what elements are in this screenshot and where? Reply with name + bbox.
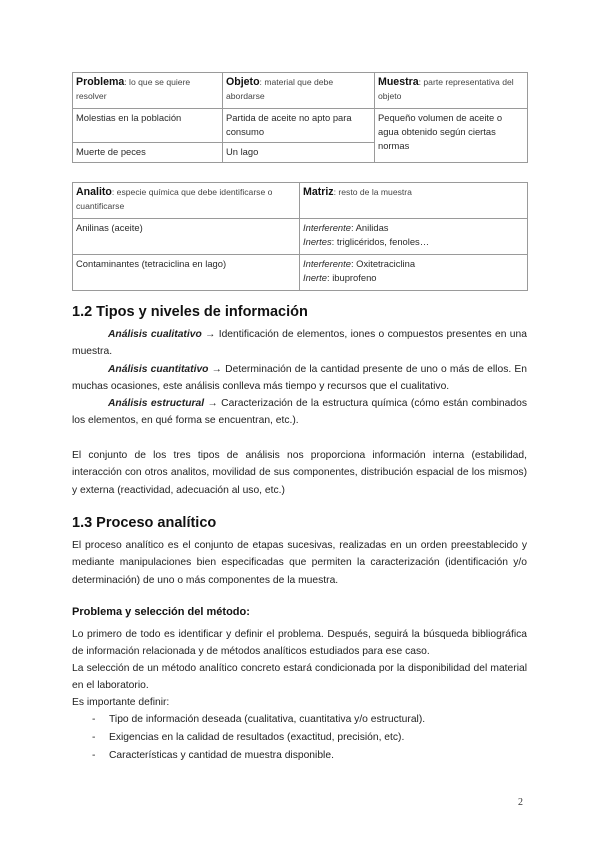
header-objeto: Objeto: material que debe abordarse (223, 73, 375, 109)
table-header-row (73, 183, 528, 219)
analisis-cualitativo-paragraph: Análisis cualitativo → Identificación de elementos, iones o compuestos presentes en una muestra. (72, 329, 527, 358)
cell-analito: Anilinas (aceite) (73, 219, 300, 255)
cell-matriz: Interferente: Anilidas Inertes: triglicéridos, fenoles… (300, 219, 528, 255)
header-analito: Analito: especie química que debe identificarse o cuantificarse (73, 183, 300, 219)
analisis-estructural-paragraph: Análisis estructural → Caracterización de la estructura química (cómo están combinados los elementos, en qué forma se encuentran, etc.). (72, 398, 527, 427)
header-problema: Problema: lo que se quiere resolver (73, 73, 223, 109)
cell-objeto: Un lago (223, 143, 375, 163)
page-number: 2 (518, 797, 523, 808)
method-paragraph: La selección de un método analítico concreto estará condicionada por la disponibilidad del material en el laboratorio. (72, 663, 527, 692)
subsection-title: Problema y selección del método: (72, 606, 250, 618)
header-matriz: Matriz: resto de la muestra (300, 183, 528, 219)
analyte-matrix-table (72, 182, 528, 291)
requirements-list (72, 711, 527, 765)
summary-paragraph: El conjunto de los tres tipos de análisis nos proporciona información interna (estabilidad, interacción con otros analitos, movilidad de sus componentes, distribución espacial de los mismos) y externa (reactividad, adecuación al uso, etc.) (72, 450, 527, 496)
section-title-tipos: 1.2 Tipos y niveles de información (72, 304, 308, 320)
proceso-intro-paragraph: El proceso analítico es el conjunto de etapas sucesivas, realizadas en un orden preestablecido y mediante manipulaciones bien especificadas que permiten la caracterización (identificación y/o determinación) de uno o más componentes de la muestra. (72, 540, 527, 586)
list-item: - Tipo de información deseada (cualitativa, cuantitativa y/o estructural). (92, 714, 426, 725)
section-title-proceso: 1.3 Proceso analítico (72, 515, 217, 531)
cell-problema: Molestias en la población (73, 109, 223, 143)
table-header-row (73, 73, 528, 109)
problem-paragraph: Lo primero de todo es identificar y definir el problema. Después, seguirá la búsqueda bibliográfica de información relacionada y de métodos analíticos estudiados para ese caso. (72, 629, 527, 658)
list-intro: Es importante definir: (72, 697, 170, 708)
cell-analito: Contaminantes (tetraciclina en lago) (73, 255, 300, 291)
table-row (73, 219, 528, 255)
list-item: - Características y cantidad de muestra disponible. (92, 750, 334, 761)
cell-problema: Muerte de peces (73, 143, 223, 163)
cell-objeto: Partida de aceite no apto para consumo (223, 109, 375, 143)
analisis-cuantitativo-paragraph: Análisis cuantitativo → Determinación de la cantidad presente de uno o más de ellos. En muchas ocasiones, este análisis conlleva más tiempo y recursos que el cualitativo. (72, 364, 527, 393)
problem-object-sample-table (72, 72, 528, 163)
cell-muestra: Pequeño volumen de aceite o agua obtenido según ciertas normas (375, 109, 528, 163)
list-item: - Exigencias en la calidad de resultados (exactitud, precisión, etc). (92, 732, 405, 743)
table-row (73, 109, 528, 143)
cell-matriz: Interferente: Oxitetraciclina Inerte: ibuprofeno (300, 255, 528, 291)
table-row (73, 255, 528, 291)
header-muestra: Muestra: parte representativa del objeto (375, 73, 528, 109)
